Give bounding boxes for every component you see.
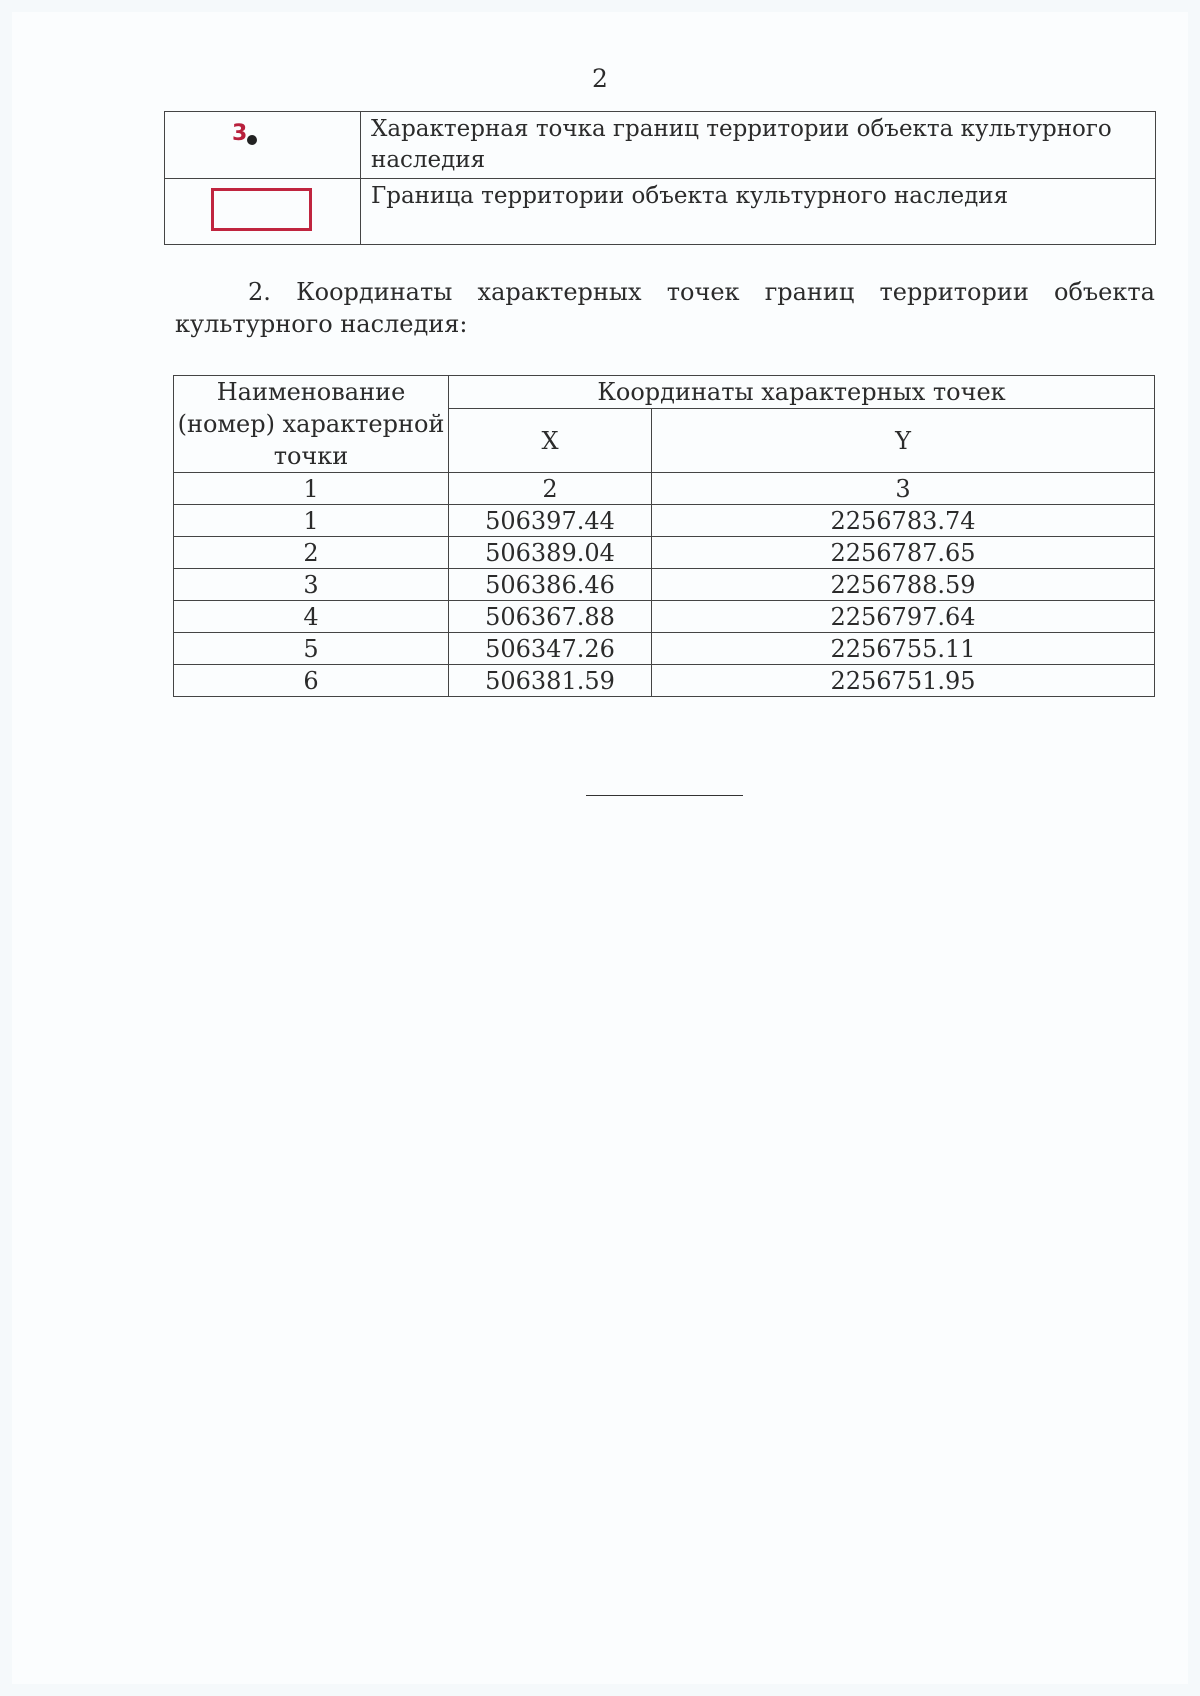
header-coordinates: Координаты характерных точек: [449, 376, 1155, 409]
coord-y: 2256783.74: [652, 505, 1155, 537]
boundary-swatch-icon: [211, 188, 312, 231]
legend-text: Характерная точка границ территории объекта культурного наследия: [361, 112, 1156, 179]
point-number: 5: [174, 633, 449, 665]
coord-y: 2256788.59: [652, 569, 1155, 601]
legend-row: [165, 179, 1156, 245]
coord-x: 506367.88: [449, 601, 652, 633]
coord-y: 2256751.95: [652, 665, 1155, 697]
paragraph-word: Координаты: [296, 278, 453, 306]
coord-x: 506397.44: [449, 505, 652, 537]
coord-x: 506386.46: [449, 569, 652, 601]
point-number: 4: [174, 601, 449, 633]
table-row: [174, 601, 1155, 633]
end-separator-line: [586, 795, 743, 796]
legend-symbol-cell: [165, 179, 361, 245]
column-number: 2: [449, 473, 652, 505]
column-number: 1: [174, 473, 449, 505]
paragraph-word: границ: [764, 278, 855, 306]
table-row: [174, 633, 1155, 665]
coord-x: 506381.59: [449, 665, 652, 697]
header-y: Y: [652, 409, 1155, 473]
page-number: 2: [592, 64, 608, 93]
point-number: 3: [174, 569, 449, 601]
paragraph-line-1: [175, 276, 1155, 308]
table-row: [174, 569, 1155, 601]
legend-row: [165, 112, 1156, 179]
header-point-name: Наименование (номер) характерной точки: [174, 376, 449, 473]
coord-x: 506347.26: [449, 633, 652, 665]
table-header-row: [174, 376, 1155, 409]
table-row: [174, 537, 1155, 569]
paragraph-word: характерных: [477, 278, 642, 306]
coordinates-paragraph: [175, 276, 1155, 340]
paragraph-line-2: культурного наследия:: [175, 310, 468, 338]
point-number: 6: [174, 665, 449, 697]
point-number: 2: [174, 537, 449, 569]
table-row: [174, 665, 1155, 697]
document-page: [12, 12, 1188, 1684]
table-row: [174, 505, 1155, 537]
point-label: 3: [232, 121, 248, 146]
header-x: X: [449, 409, 652, 473]
legend-symbol-cell: [165, 112, 361, 179]
paragraph-word: территории: [879, 278, 1029, 306]
column-number-row: [174, 473, 1155, 505]
point-number: 1: [174, 505, 449, 537]
coord-x: 506389.04: [449, 537, 652, 569]
legend-text: Граница территории объекта культурного наследия: [361, 179, 1156, 245]
point-dot-icon: [247, 135, 257, 145]
coord-y: 2256755.11: [652, 633, 1155, 665]
coordinates-table: [173, 375, 1155, 697]
coord-y: 2256797.64: [652, 601, 1155, 633]
column-number: 3: [652, 473, 1155, 505]
paragraph-word: объекта: [1054, 278, 1155, 306]
legend-table: [164, 111, 1156, 245]
paragraph-word: 2.: [248, 278, 271, 306]
coord-y: 2256787.65: [652, 537, 1155, 569]
paragraph-word: точек: [666, 278, 740, 306]
